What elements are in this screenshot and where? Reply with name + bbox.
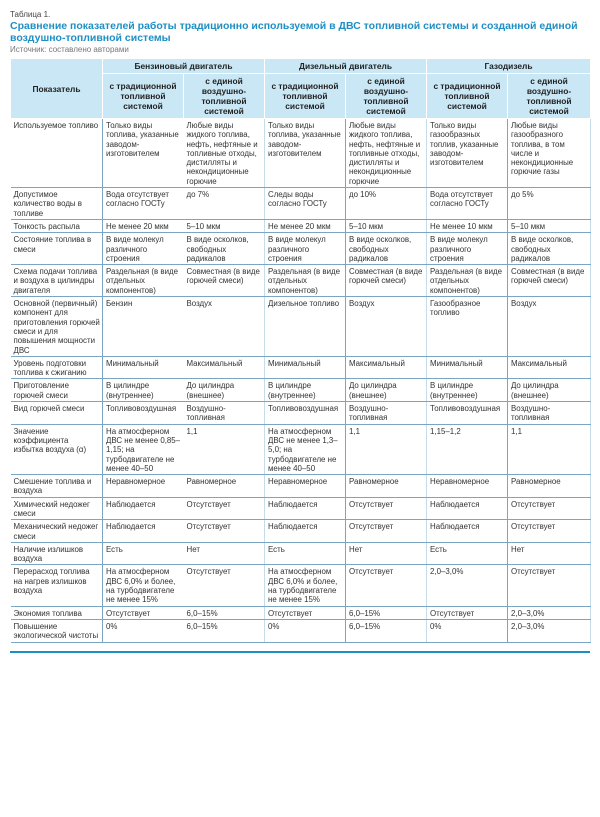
table-title: Сравнение показателей работы традиционно используемой в ДВС топливной системы и созданной единой воздушно-топливной системы	[10, 20, 578, 44]
row-label: Повышение экологической чистоты	[11, 619, 103, 642]
table-cell: 5–10 мкм	[184, 219, 265, 232]
table-cell: 1,1	[508, 424, 591, 474]
table-cell: до 10%	[346, 188, 427, 220]
row-label: Схема подачи топлива и воздуха в цилиндры двигателя	[11, 265, 103, 297]
row-label: Значение коэффициента избытка воздуха (α)	[11, 424, 103, 474]
row-label: Химический недожег смеси	[11, 497, 103, 520]
table-row	[11, 233, 591, 265]
table-cell: Есть	[103, 542, 184, 565]
header-diesel-engine: Дизельный двигатель	[265, 59, 427, 74]
table-row	[11, 497, 591, 520]
header-unified-system: с единой воздушно-топливной системой	[346, 74, 427, 119]
table-cell: Совместная (в виде горючей смеси)	[184, 265, 265, 297]
table-cell: В виде молекул различного строения	[427, 233, 508, 265]
table-cell: 0%	[265, 619, 346, 642]
table-cell: Вода отсутствует согласно ГОСТу	[427, 188, 508, 220]
table-cell: До цилиндра (внешнее)	[184, 379, 265, 402]
table-cell: Неравномерное	[427, 475, 508, 498]
table-row	[11, 379, 591, 402]
table-cell: 1,1	[184, 424, 265, 474]
row-label: Наличие излишков воздуха	[11, 542, 103, 565]
table-cell: В цилиндре (внутреннее)	[265, 379, 346, 402]
table-row	[11, 119, 591, 188]
table-cell: Только виды газообразных топлив, указанные заводом-изготовителем	[427, 119, 508, 188]
table-cell: Минимальный	[103, 356, 184, 379]
table-cell: Есть	[427, 542, 508, 565]
table-cell: Только виды топлива, указанные заводом-изготовителем	[265, 119, 346, 188]
table-cell: Совместная (в виде горючей смеси)	[346, 265, 427, 297]
table-cell: Дизельное топливо	[265, 297, 346, 357]
header-unified-system: с единой воздушно-топливной системой	[184, 74, 265, 119]
header-traditional-system: с традиционной топливной системой	[103, 74, 184, 119]
table-cell: Топливовоздушная	[427, 402, 508, 425]
table-cell: Наблюдается	[427, 520, 508, 543]
table-cell: Раздельная (в виде отдельных компонентов)	[427, 265, 508, 297]
table-cell: 1,15–1,2	[427, 424, 508, 474]
table-cell: Отсутствует	[346, 565, 427, 606]
table-cell: Нет	[184, 542, 265, 565]
table-cell: Отсутствует	[508, 497, 591, 520]
table-cell: до 7%	[184, 188, 265, 220]
table-cell: Минимальный	[427, 356, 508, 379]
table-row	[11, 219, 591, 232]
table-cell: Топливовоздушная	[265, 402, 346, 425]
table-cell: Отсутствует	[346, 520, 427, 543]
row-label: Перерасход топлива на нагрев излишков воздуха	[11, 565, 103, 606]
table-cell: Не менее 10 мкм	[427, 219, 508, 232]
table-number: Таблица 1.	[10, 10, 51, 19]
table-row	[11, 542, 591, 565]
table-cell: Воздух	[184, 297, 265, 357]
row-label: Допустимое количество воды в топливе	[11, 188, 103, 220]
table-cell: На атмосферном ДВС 6,0% и более, на турбодвигателе не менее 15%	[265, 565, 346, 606]
table-cell: Отсутствует	[103, 606, 184, 619]
table-cell: Не менее 20 мкм	[265, 219, 346, 232]
table-cell: Нет	[508, 542, 591, 565]
table-cell: Максимальный	[508, 356, 591, 379]
table-row	[11, 402, 591, 425]
table-cell: Раздельная (в виде отдельных компонентов)	[103, 265, 184, 297]
header-indicator: Показатель	[11, 59, 103, 119]
table-cell: Максимальный	[184, 356, 265, 379]
table-cell: В цилиндре (внутреннее)	[103, 379, 184, 402]
table-row	[11, 424, 591, 474]
table-cell: Не менее 20 мкм	[103, 219, 184, 232]
table-row	[11, 520, 591, 543]
table-cell: до 5%	[508, 188, 591, 220]
table-cell: 0%	[427, 619, 508, 642]
table-row	[11, 297, 591, 357]
table-cell: Любые виды газообразного топлива, в том числе и некондиционные горючие газы	[508, 119, 591, 188]
table-cell: В цилиндре (внутреннее)	[427, 379, 508, 402]
table-cell: Равномерное	[184, 475, 265, 498]
table-cell: 0%	[103, 619, 184, 642]
bottom-rule	[10, 651, 590, 653]
table-cell: На атмосферном ДВС не менее 0,85–1,15; на турбодвигателе не менее 40–50	[103, 424, 184, 474]
table-cell: Максимальный	[346, 356, 427, 379]
table-cell: Равномерное	[508, 475, 591, 498]
table-row	[11, 565, 591, 606]
table-cell: В виде осколков, свободных радикалов	[346, 233, 427, 265]
table-cell: Раздельная (в виде отдельных компонентов)	[265, 265, 346, 297]
table-cell: Совместная (в виде горючей смеси)	[508, 265, 591, 297]
table-cell: Отсутствует	[265, 606, 346, 619]
table-cell: Топливовоздушная	[103, 402, 184, 425]
table-cell: Только виды топлива, указанные заводом-изготовителем	[103, 119, 184, 188]
table-cell: Отсутствует	[346, 497, 427, 520]
table-row	[11, 475, 591, 498]
table-cell: 6,0–15%	[184, 606, 265, 619]
header-traditional-system: с традиционной топливной системой	[427, 74, 508, 119]
table-cell: Наблюдается	[265, 497, 346, 520]
row-label: Основной (первичный) компонент для приготовления горючей смеси и для повышения мощности ДВС	[11, 297, 103, 357]
table-cell: Неравномерное	[103, 475, 184, 498]
table-cell: Воздух	[346, 297, 427, 357]
row-label: Вид горючей смеси	[11, 402, 103, 425]
table-cell: Нет	[346, 542, 427, 565]
table-cell: До цилиндра (внешнее)	[508, 379, 591, 402]
table-cell: Вода отсутствует согласно ГОСТу	[103, 188, 184, 220]
row-label: Механический недожег смеси	[11, 520, 103, 543]
row-label: Смешение топлива и воздуха	[11, 475, 103, 498]
table-cell: Любые виды жидкого топлива, нефть, нефтяные и топливные отходы, дистилляты и некондиционные горючие	[346, 119, 427, 188]
table-cell: 5–10 мкм	[346, 219, 427, 232]
table-cell: В виде молекул различного строения	[265, 233, 346, 265]
row-label: Состояние топлива в смеси	[11, 233, 103, 265]
table-cell: 2,0–3,0%	[427, 565, 508, 606]
header-gas-diesel: Газодизель	[427, 59, 591, 74]
header-unified-system: с единой воздушно-топливной системой	[508, 74, 591, 119]
comparison-table	[10, 58, 591, 643]
row-label: Тонкость распыла	[11, 219, 103, 232]
header-gasoline-engine: Бензиновый двигатель	[103, 59, 265, 74]
table-cell: Любые виды жидкого топлива, нефть, нефтяные и топливные отходы, дистилляты и некондиционные горючие	[184, 119, 265, 188]
table-cell: На атмосферном ДВС не менее 1,3–5,0; на турбодвигателе не менее 40–50	[265, 424, 346, 474]
table-cell: Воздух	[508, 297, 591, 357]
table-cell: Бензин	[103, 297, 184, 357]
table-cell: В виде осколков, свободных радикалов	[508, 233, 591, 265]
row-label: Экономия топлива	[11, 606, 103, 619]
table-cell: Равномерное	[346, 475, 427, 498]
table-row	[11, 606, 591, 619]
table-body	[11, 119, 591, 643]
table-cell: Отсутствует	[184, 497, 265, 520]
table-cell: Минимальный	[265, 356, 346, 379]
row-label: Используемое топливо	[11, 119, 103, 188]
row-label: Уровень подготовки топлива к сжиганию	[11, 356, 103, 379]
table-cell: 6,0–15%	[346, 606, 427, 619]
table-cell: 6,0–15%	[184, 619, 265, 642]
table-row	[11, 356, 591, 379]
table-cell: На атмосферном ДВС 6,0% и более, на турбодвигателе не менее 15%	[103, 565, 184, 606]
table-cell: Воздушно-топливная	[346, 402, 427, 425]
table-cell: Наблюдается	[427, 497, 508, 520]
table-cell: Отсутствует	[184, 520, 265, 543]
table-cell: 1,1	[346, 424, 427, 474]
table-cell: 2,0–3,0%	[508, 619, 591, 642]
table-cell: В виде молекул различного строения	[103, 233, 184, 265]
table-cell: Наблюдается	[103, 497, 184, 520]
table-cell: Воздушно-топливная	[184, 402, 265, 425]
table-cell: Следы воды согласно ГОСТу	[265, 188, 346, 220]
table-source: Источник: составлено авторами	[10, 45, 129, 54]
row-label: Приготовление горючей смеси	[11, 379, 103, 402]
table-cell: Отсутствует	[508, 565, 591, 606]
table-cell: Наблюдается	[103, 520, 184, 543]
table-row	[11, 188, 591, 220]
table-cell: 5–10 мкм	[508, 219, 591, 232]
table-cell: Воздушно-топливная	[508, 402, 591, 425]
table-cell: Есть	[265, 542, 346, 565]
header-traditional-system: с традиционной топливной системой	[265, 74, 346, 119]
table-cell: В виде осколков, свободных радикалов	[184, 233, 265, 265]
table-cell: Неравномерное	[265, 475, 346, 498]
table-row	[11, 265, 591, 297]
table-cell: 2,0–3,0%	[508, 606, 591, 619]
table-row	[11, 619, 591, 642]
table-cell: Газообразное топливо	[427, 297, 508, 357]
table-cell: Отсутствует	[427, 606, 508, 619]
table-cell: Наблюдается	[265, 520, 346, 543]
table-cell: 6,0–15%	[346, 619, 427, 642]
table-cell: Отсутствует	[508, 520, 591, 543]
table-cell: До цилиндра (внешнее)	[346, 379, 427, 402]
table-cell: Отсутствует	[184, 565, 265, 606]
